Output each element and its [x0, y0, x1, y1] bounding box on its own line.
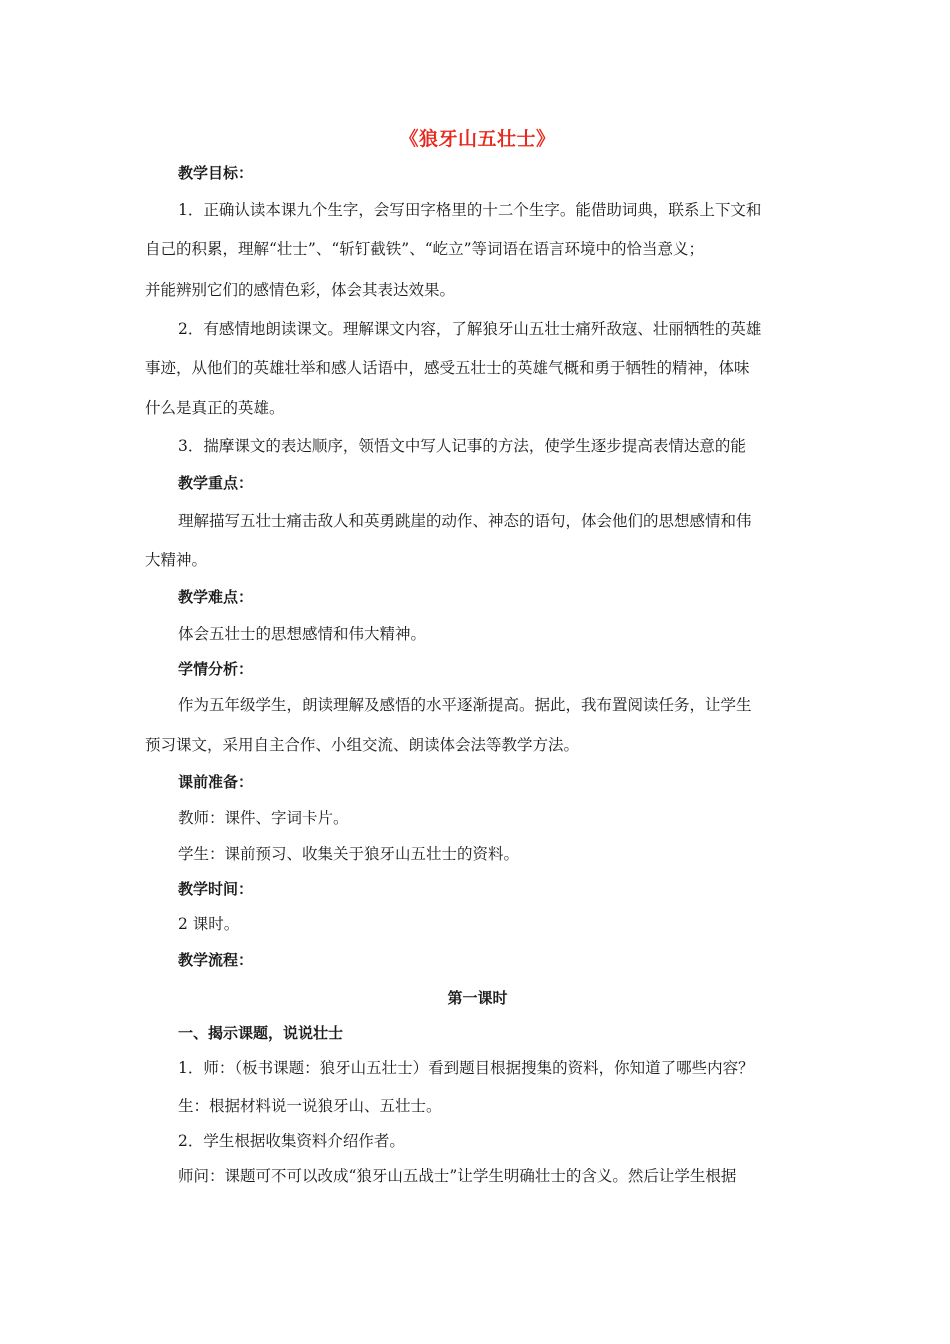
paragraph-line: 1．正确认读本课九个生字，会写田字格里的十二个生字。能借助词典，联系上下文和 [178, 201, 762, 219]
paragraph-line: 1．师：（板书课题：狼牙山五壮士）看到题目根据搜集的资料，你知道了哪些内容？ [178, 1059, 754, 1077]
paragraph-line: 作为五年级学生，朗读理解及感悟的水平逐渐提高。据此，我布置阅读任务，让学生 [178, 696, 752, 714]
paragraph-line: 3．揣摩课文的表达顺序，领悟文中写人记事的方法，使学生逐步提高表情达意的能 [178, 437, 746, 455]
document-title: 《狼牙山五壮士》 [399, 128, 556, 150]
paragraph-line: 生：根据材料说一说狼牙山、五壮士。 [178, 1097, 442, 1115]
paragraph-line: 2．学生根据收集资料介绍作者。 [178, 1132, 405, 1150]
paragraph-line: 教师：课件、字词卡片。 [178, 809, 349, 827]
section-heading-key-points: 教学重点： [178, 474, 254, 492]
paragraph-line: 并能辨别它们的感情色彩，体会其表达效果。 [145, 281, 456, 299]
paragraph-line: 大精神。 [145, 551, 208, 569]
section-heading-objectives: 教学目标： [178, 164, 254, 182]
paragraph-line: 自己的积累，理解“壮士”、“斩钉截铁”、“屹立”等词语在语言环境中的恰当意义； [145, 240, 705, 258]
paragraph-line: 师问：课题可不可以改成“狼牙山五战士”让学生明确壮士的含义。然后让学生根据 [178, 1167, 737, 1185]
section-heading-analysis: 学情分析： [178, 660, 254, 678]
section-heading-difficulties: 教学难点： [178, 588, 254, 606]
subsection-heading: 一、揭示课题，说说壮士 [178, 1024, 344, 1042]
section-heading-time: 教学时间： [178, 880, 254, 898]
paragraph-line: 理解描写五壮士痛击敌人和英勇跳崖的动作、神态的语句，体会他们的思想感情和伟 [178, 512, 752, 530]
lesson-heading: 第一课时 [447, 989, 508, 1007]
paragraph-line: 体会五壮士的思想感情和伟大精神。 [178, 625, 427, 643]
paragraph-line: 事迹，从他们的英雄壮举和感人话语中，感受五壮士的英雄气概和勇于牺牲的精神，体味 [145, 359, 750, 377]
section-heading-flow: 教学流程： [178, 951, 254, 969]
paragraph-line: 什么是真正的英雄。 [145, 399, 285, 417]
paragraph-line: 2 课时。 [178, 915, 240, 933]
paragraph-line: 学生：课前预习、收集关于狼牙山五壮士的资料。 [178, 845, 520, 863]
paragraph-line: 预习课文，采用自主合作、小组交流、朗读体会法等教学方法。 [145, 736, 580, 754]
paragraph-line: 2．有感情地朗读课文。理解课文内容，了解狼牙山五壮士痛歼敌寇、壮丽牺牲的英雄 [178, 320, 762, 338]
section-heading-preparation: 课前准备： [178, 773, 254, 791]
